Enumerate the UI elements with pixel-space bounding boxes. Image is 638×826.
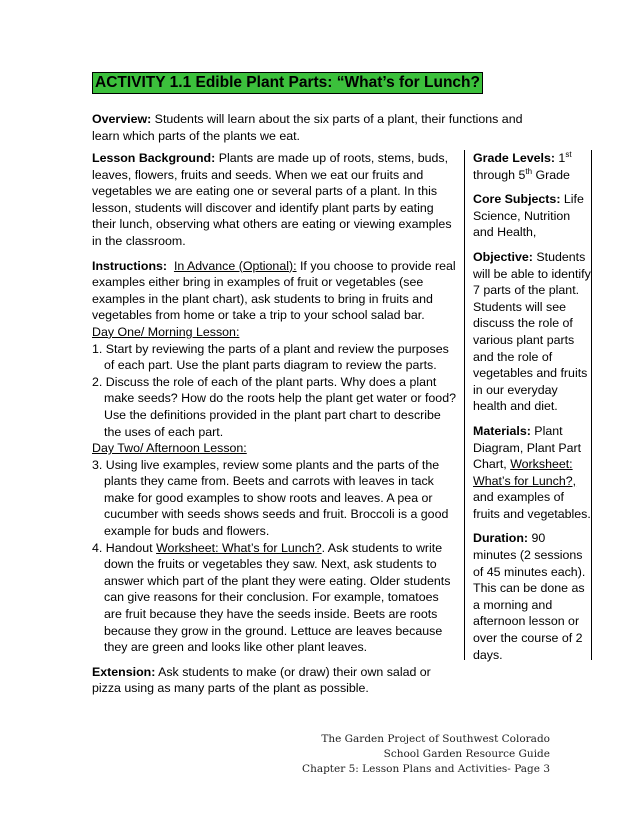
step-2: 2. Discuss the role of each of the plant parts. Why does a plant make seeds? How do the roots help the plant get water or food? Use the definitions provided in the plant part chart to describe the uses of each part. <box>92 374 456 439</box>
extension-paragraph <box>92 664 458 697</box>
in-advance-text: If you choose to provide real examples either bring in examples of fruit or vegetables (see examples in the plant chart), ask students to bring in fruits and vegetables from home or take a trip to your school salad bar. <box>92 258 456 323</box>
day-two-heading: Day Two/ Afternoon Lesson: <box>92 441 247 456</box>
instructions-section <box>92 258 458 656</box>
extension-text: Ask students to make (or draw) their own salad or pizza using as many parts of the plant as possible. <box>92 664 431 696</box>
step-3: 3. Using live examples, review some plants and the parts of the plants they came from. Beets and carrots with leaves in tack make for good examples to show roots and leaves. A pea or cucumber with seeds shows seeds and fruit. Broccoli is a good example for buds and flowers. <box>92 457 449 539</box>
grade-start-suffix: st <box>565 149 572 159</box>
duration-text: 90 minutes (2 sessions of 45 minutes each). This can be done as a morning and afternoon lesson or over the course of 2 days. <box>473 531 586 662</box>
grade-label: Grade Levels: <box>473 151 555 165</box>
instructions-label: Instructions: <box>92 258 168 273</box>
background-text: Plants are made up of roots, stems, buds, leaves, flowers, fruits and seeds. When we eat our fruits and vegetables we are eating one or several parts of a plant. In this lesson, students will discover and identify plant parts by eating their lunch, observing what others are eating or viewing examples in the classroom. <box>92 151 452 248</box>
materials-label: Materials: <box>473 423 531 438</box>
materials-prefix: Plant Diagram, Plant Part Chart, <box>473 423 582 472</box>
page-footer <box>250 732 550 777</box>
lesson-info-sidebar <box>464 150 592 660</box>
step-1: 1. Start by reviewing the parts of a plant and review the purposes of each part. Use the plant parts diagram to review the parts. <box>92 341 449 373</box>
footer-line-1: The Garden Project of Southwest Colorado <box>321 733 550 745</box>
subjects-label: Core Subjects: <box>473 192 561 207</box>
grade-end-suffix: th <box>525 166 533 176</box>
day-one-heading: Day One/ Morning Lesson: <box>92 324 240 339</box>
step-4-prefix: 4. Handout <box>92 540 157 555</box>
step-4 <box>92 540 458 656</box>
overview-paragraph <box>92 111 532 145</box>
objective-text: Students will be able to identify 7 parts of the plant. Students will see discuss the role of various plant parts and the role of vegetables and fruits in our everyday health and diet. <box>473 249 591 414</box>
worksheet-link: Worksheet: What’s for Lunch? <box>156 540 322 555</box>
day-two-steps <box>92 457 458 656</box>
step-4-text: . Ask students to write down the fruits or vegetables they saw. Next, ask students to answer which part of the plant they were eating. Older students can give reasons for their conclusion. For example, tomatoes are fruit because they have the seeds inside. Beets are roots because they grow in the ground. Lettuce are leaves because they are green and looks like other plant leaves. <box>104 540 451 655</box>
core-subjects <box>473 191 591 241</box>
materials <box>473 423 591 523</box>
objective <box>473 249 591 415</box>
extension-label: Extension: <box>92 664 156 679</box>
day-one-steps <box>92 341 458 441</box>
materials-worksheet-link: Worksheet: What’s for Lunch?, <box>473 457 577 488</box>
footer-line-3: Chapter 5: Lesson Plans and Activities- Page 3 <box>302 763 550 775</box>
activity-title: ACTIVITY 1.1 Edible Plant Parts: “What’s for Lunch? <box>92 72 483 94</box>
footer-line-2: School Garden Resource Guide <box>383 748 550 760</box>
objective-label: Objective: <box>473 249 533 264</box>
main-column <box>92 150 458 705</box>
grade-end: through 5 <box>473 167 526 182</box>
overview-label: Overview: <box>92 112 152 126</box>
grade-word: Grade <box>532 167 570 182</box>
in-advance-label: In Advance (Optional): <box>173 258 297 273</box>
materials-text: and examples of fruits and vegetables. <box>473 490 591 521</box>
grade-start: 1 <box>554 151 566 165</box>
lesson-background-paragraph <box>92 150 458 250</box>
subjects-text: Life Science, Nutrition and Health, <box>473 192 584 240</box>
duration-label: Duration: <box>473 531 529 546</box>
overview-text: Students will learn about the six parts of a plant, their functions and learn which parts of the plants we eat. <box>92 112 523 143</box>
instructions-intro <box>92 258 458 324</box>
duration <box>473 530 591 663</box>
background-label: Lesson Background: <box>92 151 216 165</box>
grade-levels <box>473 150 591 183</box>
